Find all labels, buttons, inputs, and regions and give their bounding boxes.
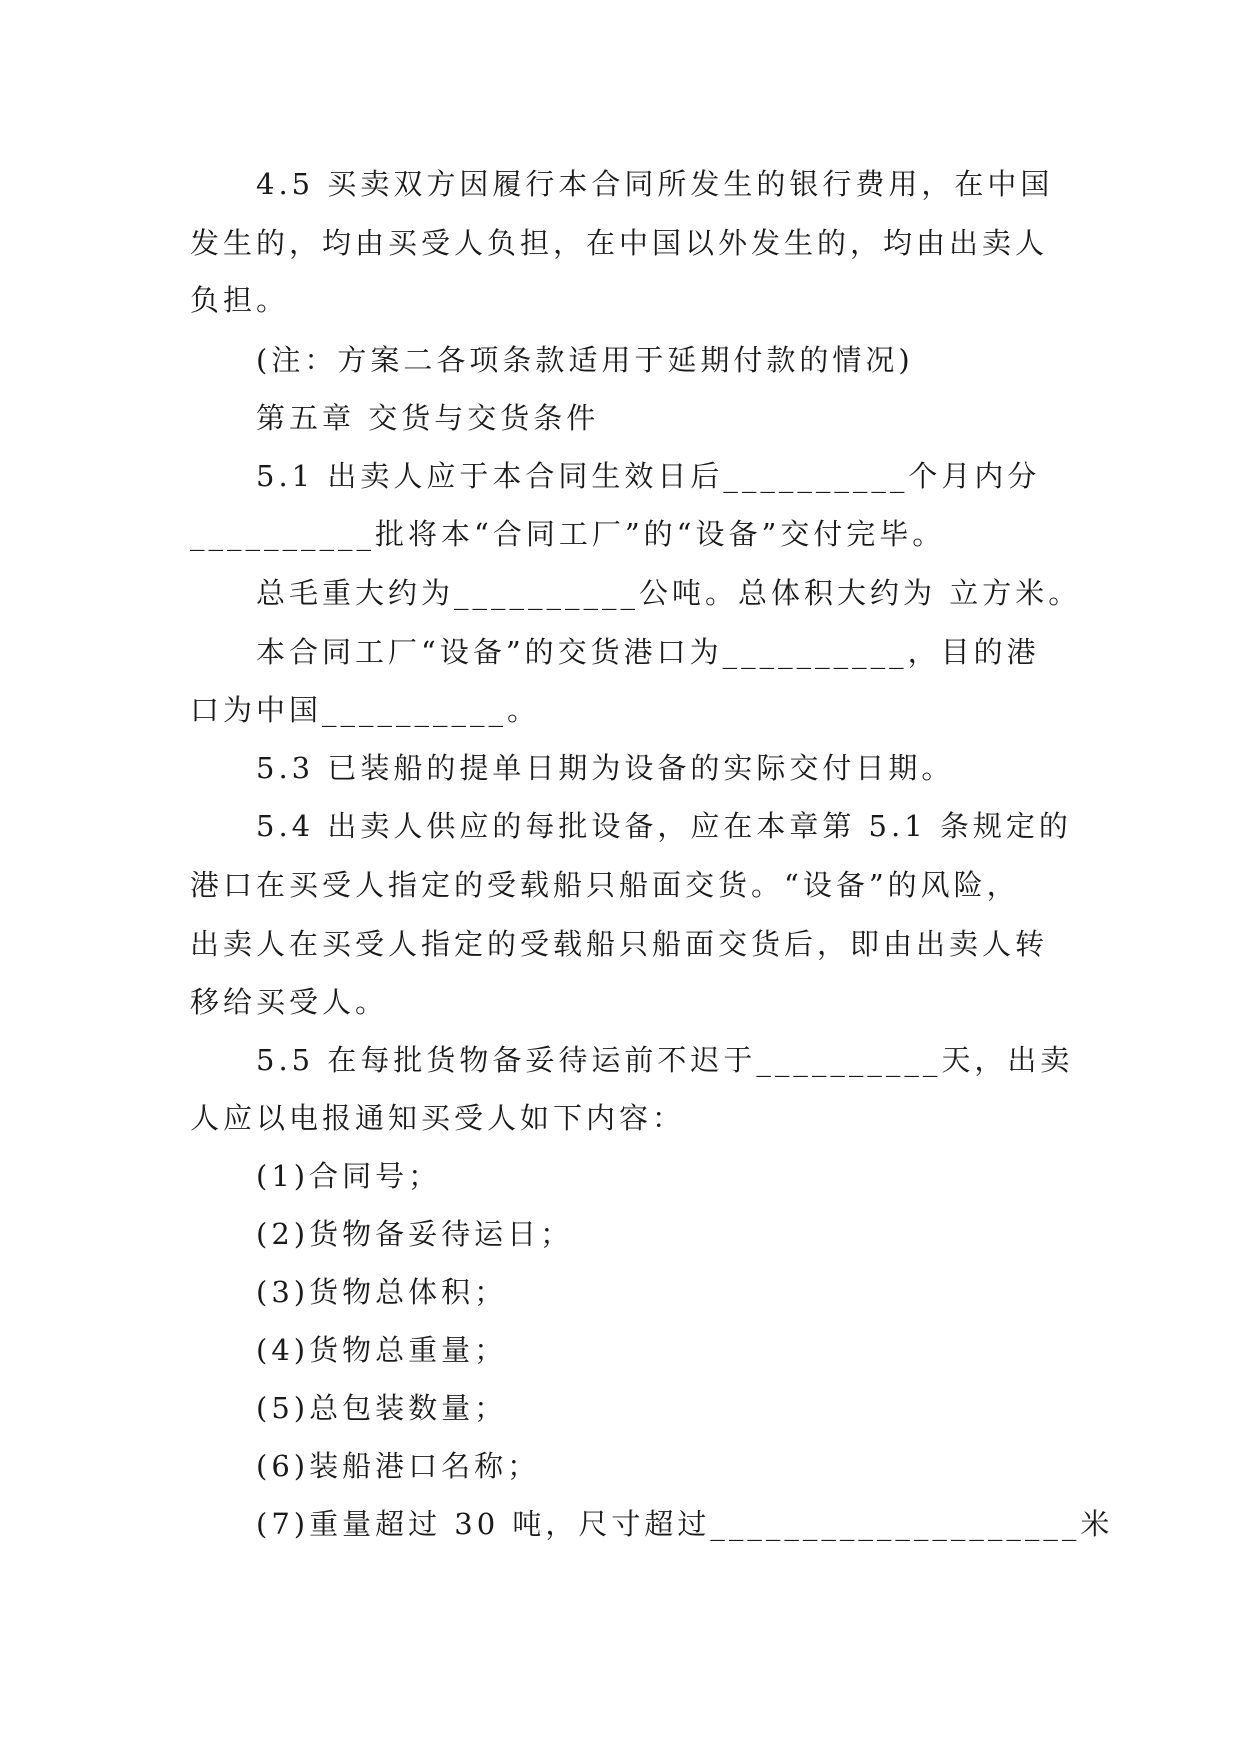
clause-5-4-line-3: 出卖人在买受人指定的受载船只船面交货后，即由出卖人转: [190, 927, 1049, 961]
clause-4-5-line-2: 发生的，均由买受人负担，在中国以外发生的，均由出卖人: [190, 226, 1049, 260]
list-item: (2)货物备妥待运日；: [256, 1217, 574, 1251]
clause-5-4-line-2: 港口在买受人指定的受载船只船面交货。“设备”的风险，: [190, 868, 1020, 902]
list-item: (6)装船港口名称；: [256, 1449, 541, 1483]
clause-5-4-line-1: 5.4 出卖人供应的每批设备，应在本章第 5.1 条规定的: [256, 809, 1072, 843]
chapter-five-heading: 第五章 交货与交货条件: [256, 401, 600, 435]
clause-5-4-line-4: 移给买受人。: [190, 985, 389, 1019]
list-item: (5)总包装数量；: [256, 1391, 508, 1425]
list-item: (3)货物总体积；: [256, 1275, 508, 1309]
clause-4-5-line-3: 负担。: [190, 283, 290, 317]
clause-4-5-line-1: 4.5 买卖双方因履行本合同所发生的银行费用，在中国: [256, 167, 1054, 201]
clause-5-1-line-1: 5.1 出卖人应于本合同生效日后__________个月内分: [256, 459, 1041, 493]
list-item: (1)合同号；: [256, 1159, 442, 1193]
clause-5-5-line-1: 5.5 在每批货物备妥待运前不迟于__________天，出卖: [256, 1043, 1074, 1077]
clause-5-1-line-2: __________批将本“合同工厂”的“设备”交付完毕。: [190, 517, 946, 551]
clause-5-5-line-2: 人应以电报通知买受人如下内容：: [190, 1101, 686, 1135]
delivery-port-line-1: 本合同工厂“设备”的交货港口为__________，目的港: [256, 635, 1040, 669]
list-item: (7)重量超过 30 吨，尺寸超过____________________米: [256, 1507, 1114, 1541]
clause-5-3: 5.3 已装船的提单日期为设备的实际交付日期。: [256, 751, 955, 785]
note-paragraph: (注：方案二各项条款适用于延期付款的情况): [256, 343, 914, 377]
list-item: (4)货物总重量；: [256, 1333, 508, 1367]
gross-weight-paragraph: 总毛重大约为__________公吨。总体积大约为 立方米。: [256, 576, 1082, 610]
delivery-port-line-2: 口为中国__________。: [190, 693, 541, 727]
